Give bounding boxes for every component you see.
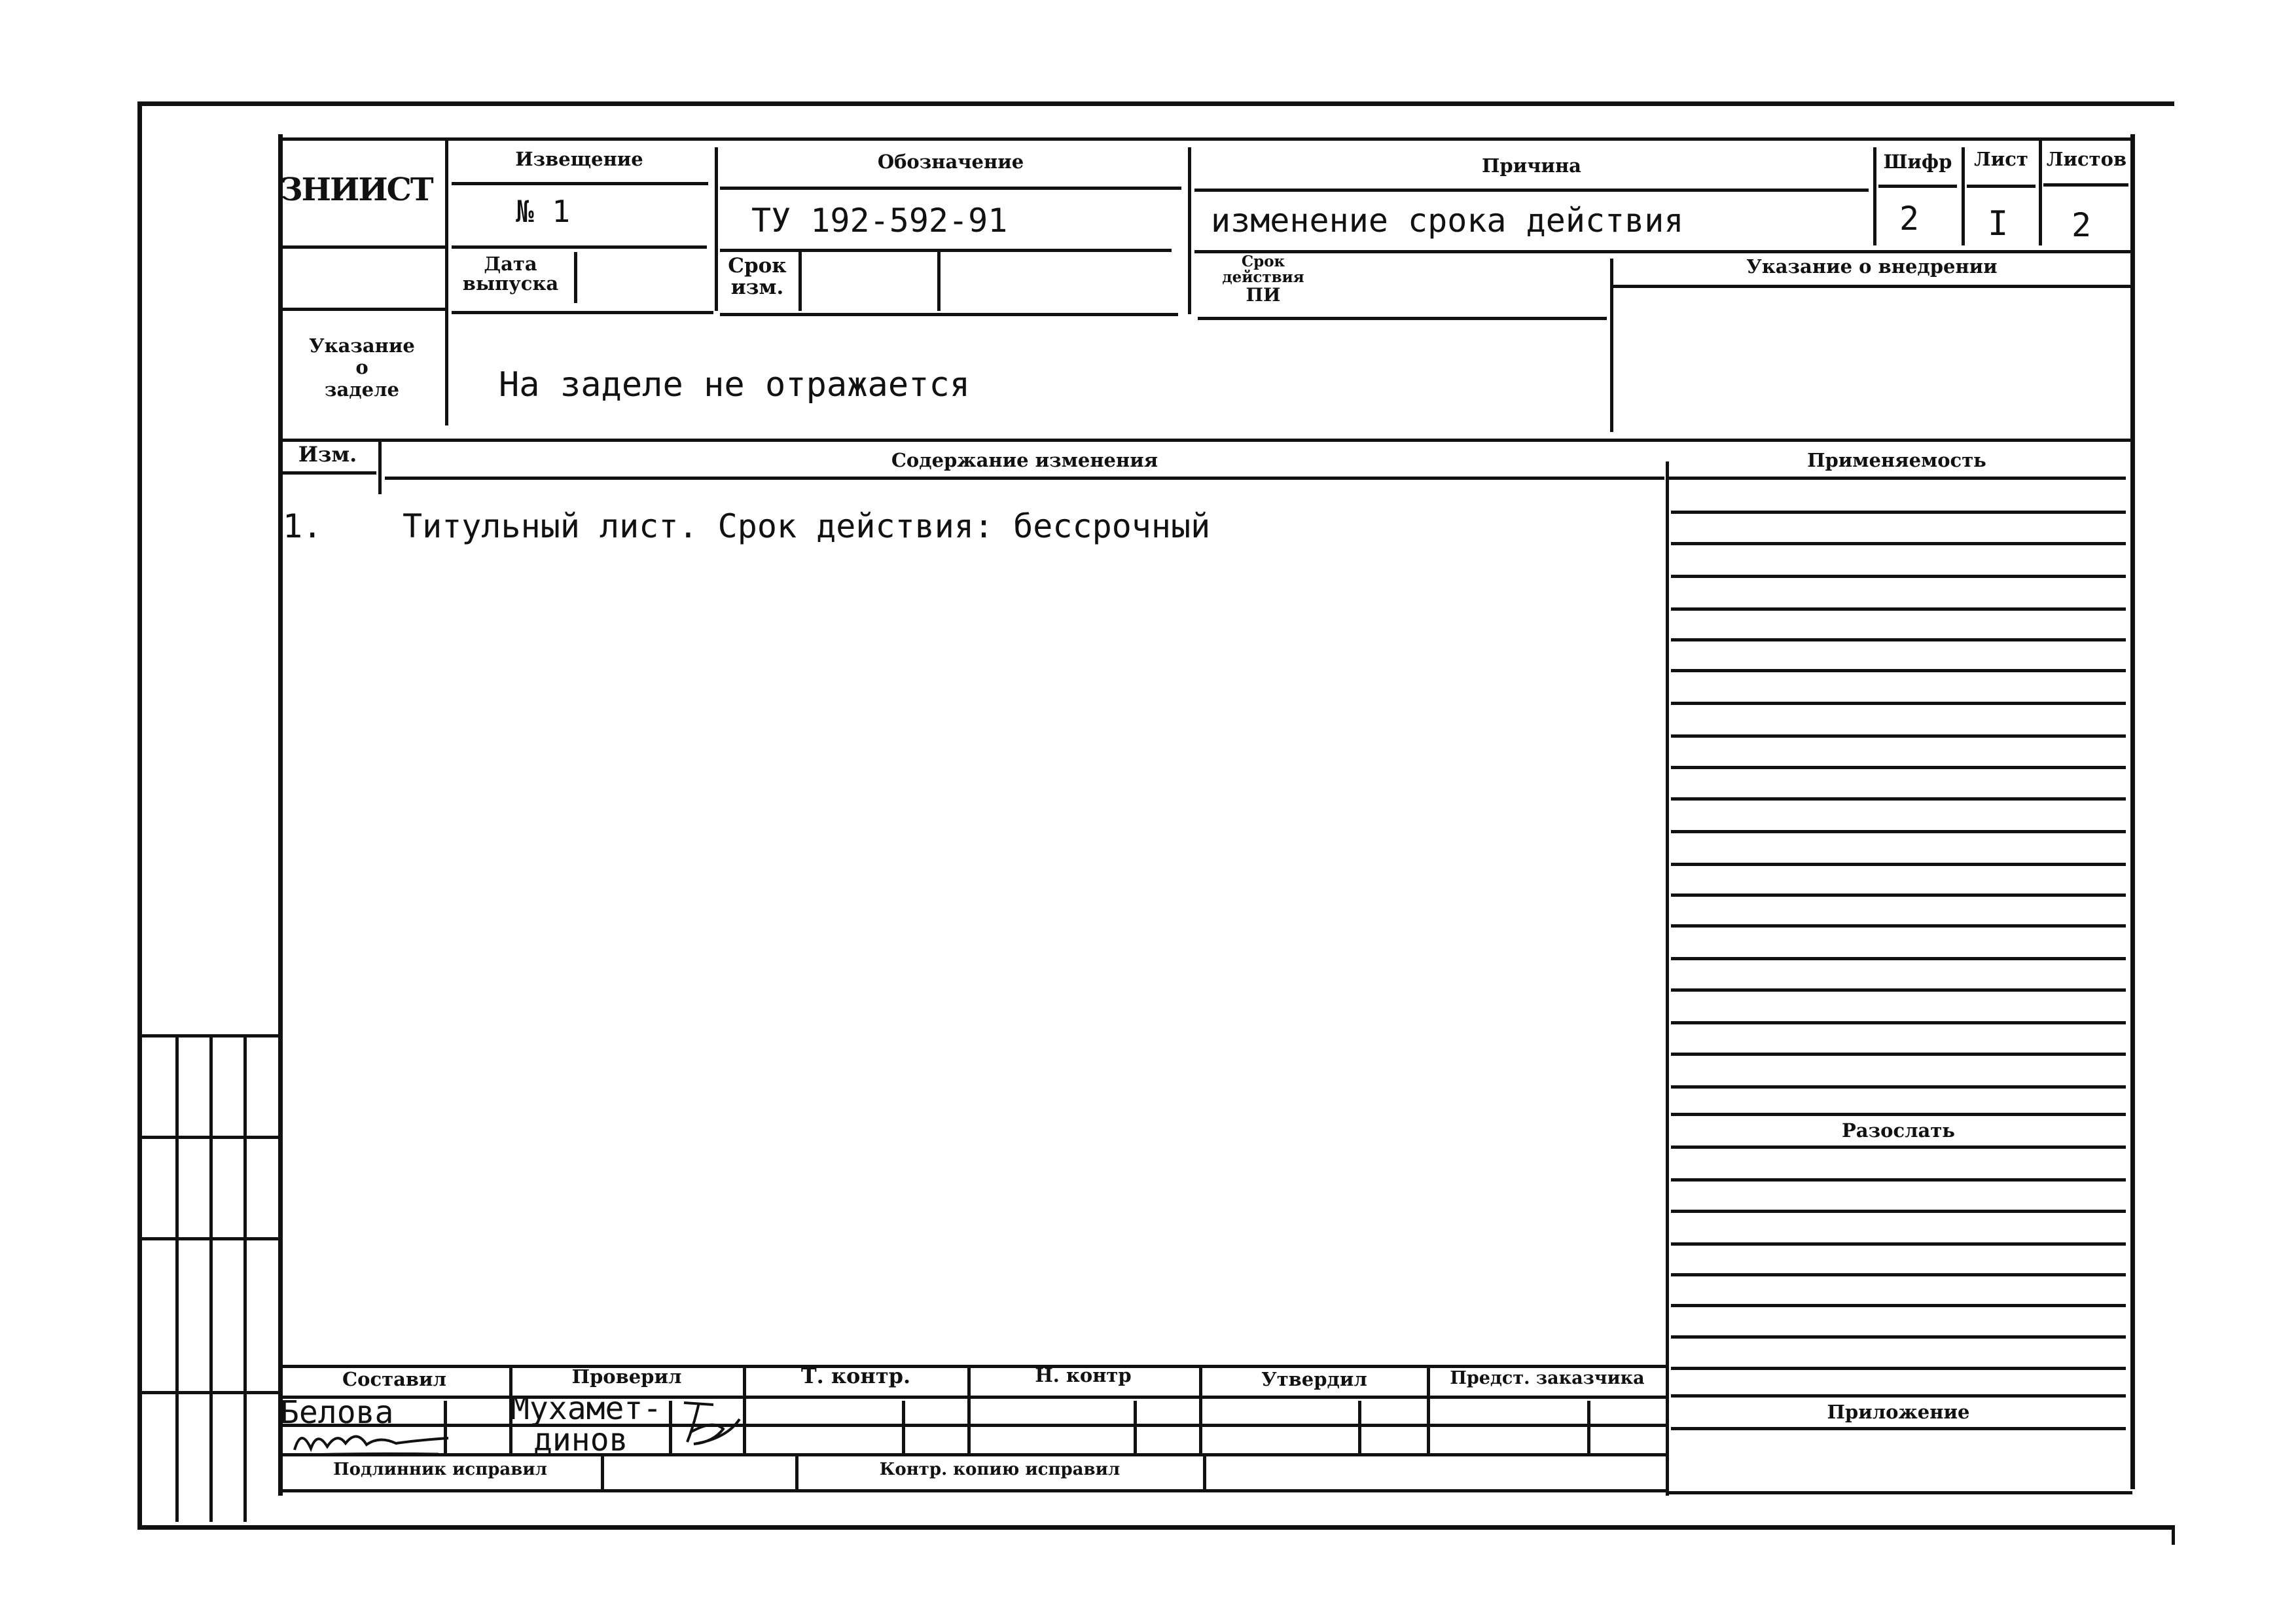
appendix-label: Приложение <box>1827 1401 1970 1423</box>
binding-strip-line <box>137 1136 278 1139</box>
checked-name-line1: Мухамет- <box>511 1390 662 1427</box>
tech-control-label: Т. контр. <box>800 1363 911 1388</box>
header-line <box>720 249 1172 252</box>
sheets-label: Листов <box>2046 148 2127 170</box>
issue-date-label-line1: Дата <box>484 253 537 275</box>
binding-strip-top <box>137 1034 278 1038</box>
header-line <box>1613 285 2130 288</box>
header-line <box>1194 250 2130 253</box>
appendix-row <box>1671 1427 2126 1430</box>
checked-label: Проверил <box>571 1365 682 1388</box>
applicability-row <box>1671 797 2126 801</box>
header-line <box>278 308 445 311</box>
applicability-row <box>1671 1113 2126 1116</box>
footer-subdivider <box>1134 1401 1137 1453</box>
norm-control-label: Н. контр <box>1035 1364 1132 1386</box>
applicability-row <box>1671 702 2126 705</box>
header-divider <box>445 137 448 425</box>
change-no-label: Изм. <box>298 442 357 467</box>
header-divider <box>715 147 718 311</box>
backlog-label-line1: Указание <box>309 334 415 357</box>
applicability-row <box>1671 669 2126 672</box>
send-to-row <box>1671 1178 2126 1182</box>
header-divider <box>937 252 941 311</box>
implementation-label: Указание о внедрении <box>1746 255 1998 278</box>
send-to-row <box>1671 1304 2126 1307</box>
sheet-value: I <box>1988 204 2009 244</box>
validity-label-line3: ПИ <box>1246 284 1281 306</box>
content-header-line <box>278 471 376 475</box>
checked-signature <box>668 1393 746 1455</box>
footer-subdivider <box>902 1401 905 1453</box>
applicability-column-border <box>1666 461 1669 1496</box>
send-to-row <box>1671 1242 2126 1246</box>
content-header-line <box>1668 477 2126 480</box>
content-label: Содержание изменения <box>891 449 1158 471</box>
footer-divider <box>1199 1365 1202 1453</box>
code-label: Шифр <box>1883 151 1952 173</box>
validity-label <box>1198 254 1329 305</box>
send-to-row <box>1671 1210 2126 1213</box>
change-item-text: Титульный лист. Срок действия: бессрочный <box>403 507 1211 545</box>
footer-divider <box>1203 1456 1206 1489</box>
checked-signature-stroke <box>684 1403 740 1444</box>
organization-name: ЗНИИСТ <box>280 171 433 208</box>
outer-frame-top <box>137 101 2174 106</box>
header-line <box>278 245 445 249</box>
send-to-row <box>1671 1367 2126 1370</box>
compiled-name: Белова <box>280 1394 394 1431</box>
applicability-row <box>1671 924 2126 928</box>
binding-strip-col <box>209 1034 213 1522</box>
form-right-border <box>2130 134 2135 1489</box>
applicability-row <box>1671 1085 2126 1089</box>
send-to-label: Разослать <box>1842 1119 1955 1142</box>
applicability-row <box>1671 638 2126 641</box>
applicability-row <box>1671 575 2126 578</box>
send-to-row <box>1671 1273 2126 1276</box>
approved-label: Утвердил <box>1261 1368 1367 1390</box>
change-item-number: 1. <box>283 507 323 545</box>
copy-control-label: Контр. копию исправил <box>879 1460 1121 1479</box>
change-term-label-line1: Срок <box>728 254 787 278</box>
header-divider <box>1188 147 1191 314</box>
applicability-row <box>1671 511 2126 514</box>
notice-number: № 1 <box>516 194 571 229</box>
header-line <box>452 245 707 249</box>
send-to-row <box>1671 1146 2126 1149</box>
compiled-signature-stroke <box>295 1436 448 1450</box>
form-top-border <box>278 137 2134 141</box>
original-signature-label: Подлинник исправил <box>333 1460 547 1479</box>
footer-line <box>278 1424 1666 1427</box>
applicability-row <box>1671 542 2126 545</box>
customer-rep-label: Предст. заказчика <box>1450 1368 1645 1388</box>
notice-label: Извещение <box>515 148 643 170</box>
applicability-row <box>1671 957 2126 960</box>
validity-label-line2: действия <box>1222 268 1304 287</box>
applicability-row <box>1671 607 2126 611</box>
binding-strip-line <box>137 1237 278 1240</box>
content-section-top <box>278 439 2130 442</box>
applicability-row <box>1671 734 2126 738</box>
compiled-label: Составил <box>342 1368 446 1390</box>
outer-frame-bottom <box>137 1525 2174 1530</box>
designation-label: Обозначение <box>877 151 1024 173</box>
validity-label-line1: Срок <box>1241 253 1285 270</box>
footer-divider <box>967 1365 971 1453</box>
header-line <box>2043 183 2128 187</box>
form-bottom-right <box>1668 1491 2132 1494</box>
change-term-label-line2: изм. <box>730 275 784 299</box>
checked-name <box>511 1390 662 1458</box>
footer-divider <box>601 1456 604 1489</box>
footer-subdivider <box>1358 1401 1361 1453</box>
applicability-row <box>1671 1053 2126 1056</box>
applicability-row <box>1671 893 2126 897</box>
outer-frame-right-tick <box>2172 1525 2175 1545</box>
header-line <box>1967 185 2036 188</box>
backlog-label <box>280 335 444 401</box>
outer-frame-left <box>137 101 142 1528</box>
backlog-label-line3: заделе <box>325 378 399 401</box>
send-to-row <box>1671 1394 2126 1398</box>
header-line <box>452 311 713 314</box>
applicability-row <box>1671 766 2126 769</box>
binding-strip-line <box>137 1391 278 1394</box>
content-header-line <box>385 477 1664 480</box>
applicability-row <box>1671 863 2126 866</box>
applicability-row <box>1671 1021 2126 1024</box>
header-line <box>452 182 708 185</box>
designation-value: ТУ 192-592-91 <box>751 202 1008 240</box>
change-term-label <box>719 255 796 298</box>
binding-strip-col <box>175 1034 179 1522</box>
sheet-label: Лист <box>1974 148 2028 170</box>
footer-line <box>278 1453 1666 1456</box>
reason-value: изменение срока действия <box>1211 202 1684 240</box>
reason-label: Причина <box>1482 154 1581 177</box>
sheets-value: 2 <box>2072 206 2092 244</box>
binding-strip-col <box>243 1034 247 1522</box>
header-line <box>1194 189 1869 192</box>
backlog-label-line2: о <box>355 356 368 379</box>
footer-bottom-line <box>278 1489 1666 1492</box>
change-no-divider <box>378 439 382 494</box>
header-divider <box>798 252 802 311</box>
compiled-signature-underline <box>288 1453 439 1455</box>
code-value: 2 <box>1899 200 1920 238</box>
applicability-label: Применяемость <box>1807 449 1986 471</box>
backlog-value: На заделе не отражается <box>499 365 971 405</box>
footer-subdivider <box>1587 1401 1590 1453</box>
header-line <box>1198 317 1607 320</box>
issue-date-label <box>452 254 569 294</box>
footer-line <box>278 1396 1666 1399</box>
checked-name-line2: динов <box>533 1422 628 1458</box>
header-divider <box>574 252 577 303</box>
compiled-signature <box>281 1424 458 1460</box>
applicability-row <box>1671 988 2126 992</box>
issue-date-label-line2: выпуска <box>462 272 559 295</box>
send-to-row <box>1671 1335 2126 1339</box>
applicability-row <box>1671 830 2126 833</box>
header-line <box>1878 185 1957 188</box>
header-line <box>720 313 1178 316</box>
header-line <box>720 187 1181 190</box>
